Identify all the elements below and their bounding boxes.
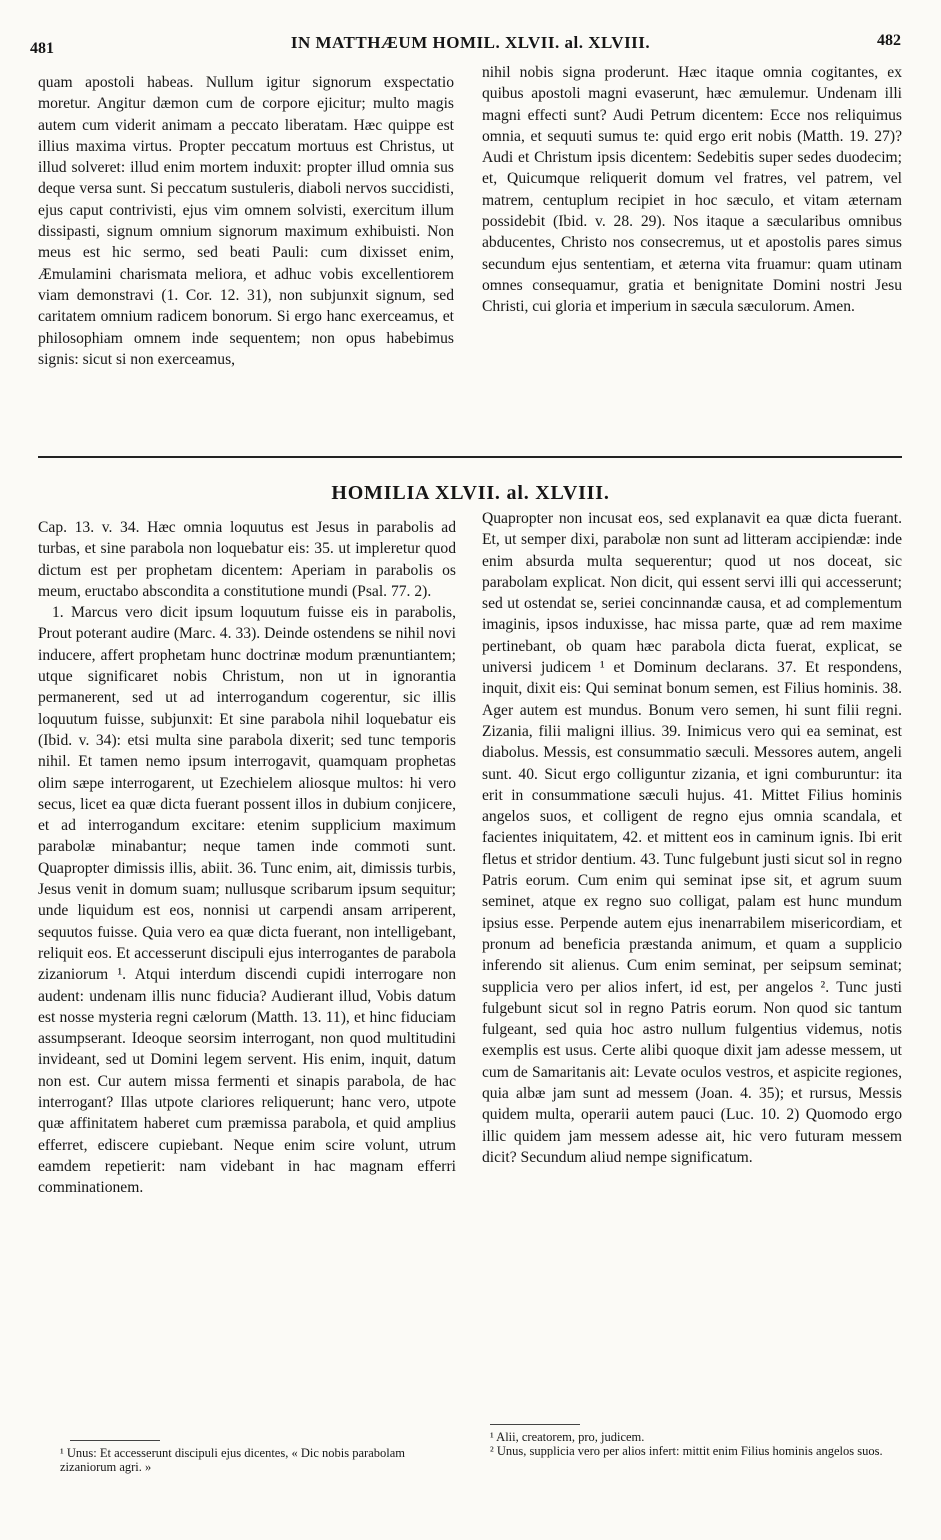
section-divider: [38, 456, 902, 458]
top-right-text: nihil nobis signa proderunt. Hæc itaque omnia cogitantes, ex quibus apostoli magni evaserunt, hæc æmulemur. Undenam illi magni effecti sunt? Audi Petrum dicentem: Ecce nos reliquimus omnia, et sequuti sumus te: quid ergo erit nobis (Matth. 19. 27)? Audi et Christum ipsis dicentem: Sedebitis super sedes duodecim; et, Quicumque reliquerit domum vel fratres, vel patrem, vel matrem, centuplum recipiet in hoc sæculo, et vitam æternam possidebit (Ibid. v. 28. 29). Nos itaque a sæcularibus omnibus abducentes, Christo nos consecremus, ut et apostolis pares simus secundum ejus sententiam, et æterna vita fruamur: quam utinam omnes consequamur, gratia et benignitate Domini nostri Jesu Christi, cui gloria et imperium in sæcula sæculorum. Amen.: [482, 64, 902, 316]
footnote-left-1: ¹ Unus: Et accesserunt discipuli ejus dicentes, « Dic nobis parabolam zizaniorum agri. »: [60, 1446, 405, 1474]
chapter-verse-paragraph: Cap. 13. v. 34. Hæc omnia loquutus est Jesus in parabolis ad turbas, et sine parabola non loquebatur eis: 35. ut impleretur quod dictum est per prophetam dicentem: Aperiam in parabolis os meum, eructabo abscondita a constitutione mundi (Psal. 77. 2).: [38, 519, 456, 600]
footnote-rule-right: [490, 1424, 580, 1425]
page-number-right: 482: [877, 32, 901, 49]
top-left-text: quam apostoli habeas. Nullum igitur signorum exspectatio moretur. Angitur dæmon cum de corpore ejicitur; multo magis autem cum viderit animam a peccato liberatam. Hæc quippe est illius maxima virtus. Propter peccatum mortuus est Christus, ut illud solveret: illud enim mortem induxit: propter illud omnia sus deque versa sunt. Si peccatum sustuleris, diaboli nervos succidisti, ejus caput contrivisti, ejus vim omnem solvisti, exercitum illum dissipasti, signum omnium signorum maximum exhibuisti. Non meus est hic sermo, sed beati Pauli: cum dixisset enim, Æmulamini charismata meliora, et adhuc vobis excellentiorem viam demonstravi (1. Cor. 12. 31), non subjunxit signum, sed caritatem omnium radicem bonorum. Si ergo hanc exerceamus, et philosophiam omnem inde sequentem; non opus habebimus signis: sicut si non exerceamus,: [38, 74, 454, 368]
page-number-left: 481: [30, 40, 54, 57]
footnote-right-1: ¹ Alii, creatorem, pro, judicem.: [490, 1430, 645, 1444]
running-title: IN MATTHÆUM HOMIL. XLVII. al. XLVIII.: [290, 33, 651, 52]
footnote-rule-left: [70, 1440, 160, 1441]
commentary-paragraph: 1. Marcus vero dicit ipsum loquutum fuisse eis in parabolis, Prout poterant audire (Marc. 4. 33). Deinde ostendens se nihil novi inducere, affert prophetam hunc doctrinæ modum prænuntiantem; utque significaret nobis Christum, non ut in ignorantia permanerent, sed ut ad interrogandum cogerentur, sic illis loquutum fuisse, subjunxit: Et sine parabola nihil loquebatur eis (Ibid. v. 34): etsi multa sine parabola dixerit; sed tunc temporis nihil. Et tamen nemo ipsum interrogavit, quamquam prophetas olim sæpe interrogarent, ut Ezechielem aliosque multos: hi vero secus, licet ea quæ dicta fuerant possent illos in dubium conjicere, et ad interrogandum excitare: etenim supplicium maximum parabolæ minabantur; neque tamen inde commoti sunt. Quapropter dimissis illis, abiit. 36. Tunc enim, ait, dimissis turbis, Jesus venit in domum suam; nullusque scribarum ipsum sequitur; unde liquidum est eos, nonnisi ut carpendi ansam arriperent, sequutos fuisse. Quia vero ea quæ dicta fuerant, non intelligebant, reliquit eos. Et accesserunt discipuli ejus interrogantes de parabola zizaniorum ¹. Atqui interdum discendi cupidi interrogare non audent: undenam illis nunc fiducia? Audierant illud, Vobis datum est nosse mysteria regni cælorum (Matth. 13. 11), et hinc fiduciam assumpserant. Ideoque seorsim interrogant, non quod multitudini invideant, sed ut Domini legem servent. His enim, inquit, datum non est. Cur autem missa fermenti et sinapis parabola, de hac interrogant? Illas utpote clariores reliquerunt; hanc vero, utpote quæ affinitatem haberet cum præmissa parabola, et quid amplius efferret, ediscere cupiebant. Neque enim scire volunt, utrum eamdem repetierit: nam videbant in hac magnam efferri comminationem.: [38, 604, 456, 1197]
top-right-column: [482, 62, 902, 318]
top-left-column: [38, 72, 454, 370]
footnote-right-2: ² Unus, supplicia vero per alios infert: mittit enim Filius hominis angelos suos.: [490, 1444, 883, 1458]
footnotes-left: [60, 1446, 456, 1474]
homily-title: HOMILIA XLVII. al. XLVIII.: [331, 482, 610, 504]
bottom-right-text: Quapropter non incusat eos, sed explanavit ea quæ dicta fuerant. Et, ut semper dixi, parabolæ non sunt ad litteram accipiendæ: inde enim absurda multa sequerentur; quod ut nos doceat, sic parabolam explicat. Non dicit, qui essent servi illi qui accesserunt; sed ut ostendat se, seriei concinnandæ causa, et ad complementum imaginis, ipsos induxisse, hac missa parte, quæ ad rem maxime pertinebant, ob quam hæc parabola dicta fuerat, explicat, se universi judicem ¹ et Dominum declarans. 37. Et respondens, inquit, dixit eis: Qui seminat bonum semen, est Filius hominis. 38. Ager autem est mundus. Bonum vero semen, hi sunt filii regni. Zizania, filii maligni illius. 39. Inimicus vero qui ea seminat, est diabolus. Messis, est consummatio sæculi. Messores autem, angeli sunt. 40. Sicut ergo colliguntur zizania, et igni comburuntur: ita erit in consummatione sæculi hujus. 41. Mittet Filius hominis angelos suos, et colligent de regno ejus omnia scandala, et facientes iniquitatem, 42. et mittent eos in caminum ignis. Ibi erit fletus et stridor dentium. 43. Tunc fulgebunt justi sicut sol in regno Patris eorum. Cum enim qui seminat ipse sit, et agrum suum seminet, atque ex regno suo colligat, palam est hunc mundum ipsius esse. Perpende autem ejus inenarrabilem misericordiam, et pronum ad beneficia præstanda animum, et quam a supplicio inferendo sit alienus. Cum enim seminat, per seipsum seminat; supplicia vero per alios infert, id est, per angelos ². Tunc justi fulgebunt sicut sol in regno Patris eorum. Non quod sic tantum fulgeant, sed quia hoc astro nullum fulgentius videmus, notis exemplis est usus. Certe alibi quoque dixit jam adesse messem, ut cum de Samaritanis ait: Levate oculos vestros, et aspicite regiones, quia albæ jam sunt ad messem (Joan. 4. 35); et rursus, Messis quidem multa, operarii autem pauci (Luc. 10. 2) Quomodo ergo illic quidem jam messem adesse ait, hic vero futuram messem dicit? Secundum aliud nempe significatum.: [482, 510, 902, 1166]
bottom-right-column: [482, 508, 902, 1168]
bottom-left-column: [38, 517, 456, 1199]
footnotes-right: [490, 1430, 900, 1458]
